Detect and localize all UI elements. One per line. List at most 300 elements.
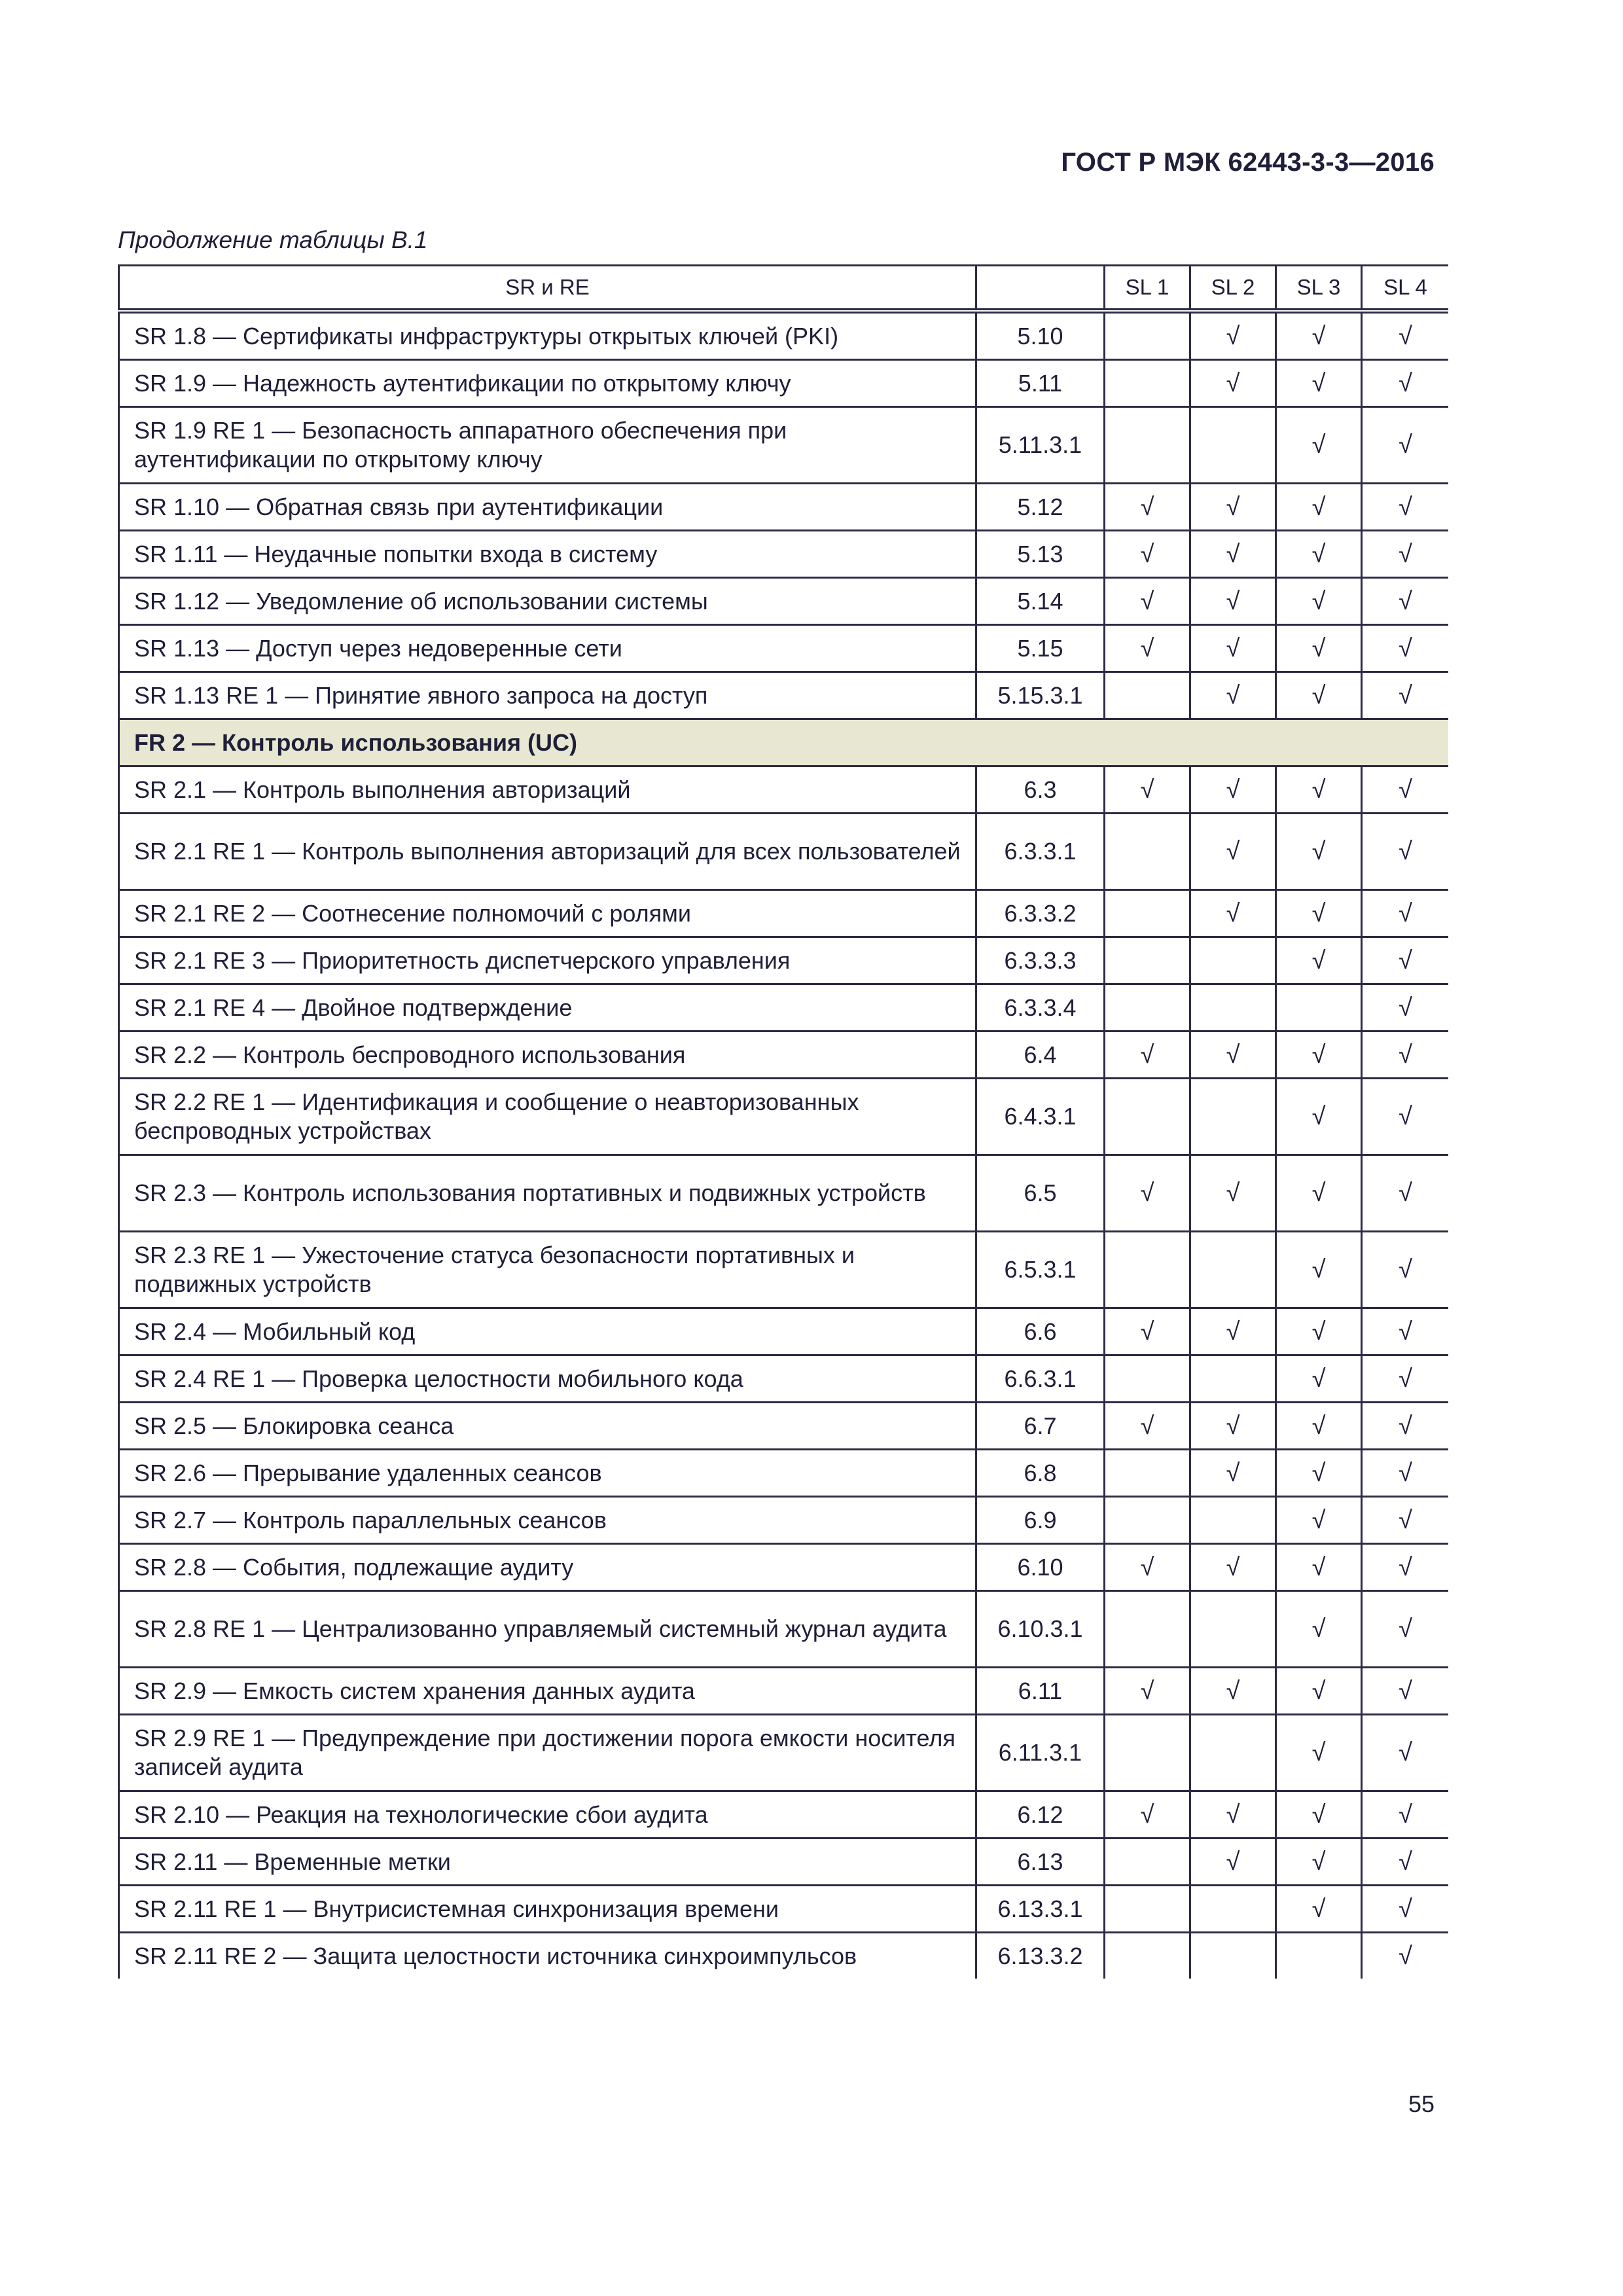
check-mark: √ <box>1311 1801 1326 1829</box>
section-number: 6.5.3.1 <box>976 1232 1105 1308</box>
sl2-cell <box>1190 311 1276 360</box>
table-row <box>119 360 1449 407</box>
sl3-cell <box>1276 672 1362 719</box>
sl3-cell <box>1276 531 1362 578</box>
sl2-cell <box>1190 484 1276 531</box>
check-mark: √ <box>1226 493 1240 521</box>
sl4-cell <box>1362 1031 1449 1079</box>
check-mark: √ <box>1226 1801 1240 1829</box>
sl1-cell <box>1105 1591 1190 1668</box>
sl4-cell <box>1362 1355 1449 1403</box>
check-mark: √ <box>1311 1365 1326 1393</box>
table-row <box>119 1544 1449 1591</box>
sl1-cell <box>1105 1544 1190 1591</box>
requirement-name: SR 2.8 — События, подлежащие аудиту <box>119 1544 976 1591</box>
sl1-cell <box>1105 766 1190 814</box>
check-mark: √ <box>1311 946 1326 975</box>
section-number: 6.5 <box>976 1155 1105 1232</box>
section-number: 6.7 <box>976 1403 1105 1450</box>
section-number: 6.3 <box>976 766 1105 814</box>
check-mark: √ <box>1399 1412 1412 1440</box>
table-row <box>119 1668 1449 1715</box>
section-number: 6.10 <box>976 1544 1105 1591</box>
sl3-cell <box>1276 1450 1362 1497</box>
sl1-cell <box>1105 531 1190 578</box>
requirement-name: SR 2.9 — Емкость систем хранения данных аудита <box>119 1668 976 1715</box>
requirement-name: SR 2.6 — Прерывание удаленных сеансов <box>119 1450 976 1497</box>
sl2-cell <box>1190 937 1276 984</box>
sl2-cell <box>1190 1791 1276 1839</box>
sl2-cell <box>1190 1155 1276 1232</box>
requirement-name: SR 1.9 RE 1 — Безопасность аппаратного обеспечения при аутентификации по открытому ключу <box>119 407 976 484</box>
sl1-cell <box>1105 1031 1190 1079</box>
section-number: 5.13 <box>976 531 1105 578</box>
sl4-cell <box>1362 1450 1449 1497</box>
sl2-cell <box>1190 1886 1276 1933</box>
check-mark: √ <box>1226 838 1240 865</box>
sl3-cell <box>1276 1031 1362 1079</box>
section-number: 6.11 <box>976 1668 1105 1715</box>
table-body <box>119 311 1449 1979</box>
check-mark: √ <box>1226 1459 1240 1487</box>
column-header-sl4: SL 4 <box>1362 266 1449 312</box>
check-mark: √ <box>1226 1412 1240 1440</box>
requirement-name: SR 2.1 RE 4 — Двойное подтверждение <box>119 984 976 1031</box>
sl1-cell <box>1105 1933 1190 1979</box>
check-mark: √ <box>1399 681 1412 709</box>
column-header-sl2: SL 2 <box>1190 266 1276 312</box>
requirement-name: SR 1.8 — Сертификаты инфраструктуры открытых ключей (PKI) <box>119 311 976 360</box>
check-mark: √ <box>1399 1801 1412 1829</box>
table-row <box>119 1791 1449 1839</box>
sl4-cell <box>1362 1591 1449 1668</box>
section-number: 6.13.3.1 <box>976 1886 1105 1933</box>
check-mark: √ <box>1311 776 1326 804</box>
section-number: 6.6.3.1 <box>976 1355 1105 1403</box>
check-mark: √ <box>1311 493 1326 521</box>
section-number: 6.11.3.1 <box>976 1715 1105 1791</box>
sl3-cell <box>1276 766 1362 814</box>
table-row <box>119 578 1449 625</box>
sl1-cell <box>1105 484 1190 531</box>
requirement-name: SR 2.1 RE 1 — Контроль выполнения авторизаций для всех пользователей <box>119 814 976 890</box>
check-mark: √ <box>1311 322 1326 350</box>
sl1-cell <box>1105 1403 1190 1450</box>
table-row <box>119 311 1449 360</box>
requirement-name: SR 1.13 — Доступ через недоверенные сети <box>119 625 976 672</box>
sl4-cell <box>1362 578 1449 625</box>
sl2-cell <box>1190 1591 1276 1668</box>
check-mark: √ <box>1226 634 1240 662</box>
functional-requirement-title: FR 2 — Контроль использования (UC) <box>119 719 1449 766</box>
check-mark: √ <box>1399 1677 1412 1705</box>
sl4-cell <box>1362 1308 1449 1355</box>
requirement-name: SR 2.1 RE 3 — Приоритетность диспетчерского управления <box>119 937 976 984</box>
check-mark: √ <box>1311 899 1326 927</box>
check-mark: √ <box>1311 1179 1326 1207</box>
sl1-cell <box>1105 1155 1190 1232</box>
sl2-cell <box>1190 1355 1276 1403</box>
sl1-cell <box>1105 1079 1190 1155</box>
sl1-cell <box>1105 1308 1190 1355</box>
sl4-cell <box>1362 984 1449 1031</box>
check-mark: √ <box>1399 838 1412 865</box>
section-number: 6.4 <box>976 1031 1105 1079</box>
sl3-cell <box>1276 625 1362 672</box>
sl4-cell <box>1362 625 1449 672</box>
column-header-sl1: SL 1 <box>1105 266 1190 312</box>
requirement-name: SR 1.11 — Неудачные попытки входа в систему <box>119 531 976 578</box>
sl2-cell <box>1190 984 1276 1031</box>
sl2-cell <box>1190 890 1276 937</box>
check-mark: √ <box>1399 1459 1412 1487</box>
sl4-cell <box>1362 814 1449 890</box>
sl4-cell <box>1362 1791 1449 1839</box>
sl3-cell <box>1276 407 1362 484</box>
check-mark: √ <box>1226 540 1240 568</box>
requirement-name: SR 1.9 — Надежность аутентификации по открытому ключу <box>119 360 976 407</box>
check-mark: √ <box>1226 1848 1240 1876</box>
sl4-cell <box>1362 484 1449 531</box>
check-mark: √ <box>1311 1848 1326 1876</box>
requirement-name: SR 2.11 RE 1 — Внутрисистемная синхронизация времени <box>119 1886 976 1933</box>
column-header-sl3: SL 3 <box>1276 266 1362 312</box>
table-row <box>119 625 1449 672</box>
sl4-cell <box>1362 1839 1449 1886</box>
check-mark: √ <box>1311 1103 1326 1130</box>
table-row <box>119 1155 1449 1232</box>
sl1-cell <box>1105 1450 1190 1497</box>
check-mark: √ <box>1311 1041 1326 1069</box>
sl2-cell <box>1190 1544 1276 1591</box>
sl3-cell <box>1276 1933 1362 1979</box>
check-mark: √ <box>1399 1318 1412 1346</box>
table-row <box>119 1839 1449 1886</box>
sl2-cell <box>1190 1232 1276 1308</box>
sl3-cell <box>1276 1308 1362 1355</box>
check-mark: √ <box>1311 1412 1326 1440</box>
sl1-cell <box>1105 1232 1190 1308</box>
sl4-cell <box>1362 890 1449 937</box>
section-number: 6.9 <box>976 1497 1105 1544</box>
check-mark: √ <box>1311 1553 1326 1581</box>
table-row <box>119 1232 1449 1308</box>
check-mark: √ <box>1140 634 1154 662</box>
sl2-cell <box>1190 1403 1276 1450</box>
check-mark: √ <box>1140 1677 1154 1705</box>
check-mark: √ <box>1399 634 1412 662</box>
section-number: 6.13 <box>976 1839 1105 1886</box>
sl4-cell <box>1362 531 1449 578</box>
check-mark: √ <box>1226 1318 1240 1346</box>
check-mark: √ <box>1399 493 1412 521</box>
section-number: 5.10 <box>976 311 1105 360</box>
sl1-cell <box>1105 672 1190 719</box>
sl4-cell <box>1362 672 1449 719</box>
table-caption: Продолжение таблицы В.1 <box>118 226 428 253</box>
check-mark: √ <box>1399 994 1412 1022</box>
requirement-name: SR 2.2 — Контроль беспроводного использования <box>119 1031 976 1079</box>
check-mark: √ <box>1399 899 1412 927</box>
sl2-cell <box>1190 1450 1276 1497</box>
requirement-name: SR 1.12 — Уведомление об использовании системы <box>119 578 976 625</box>
check-mark: √ <box>1311 1615 1326 1643</box>
check-mark: √ <box>1226 1179 1240 1207</box>
check-mark: √ <box>1399 946 1412 975</box>
section-number: 6.3.3.3 <box>976 937 1105 984</box>
table-row <box>119 1715 1449 1791</box>
table-row <box>119 984 1449 1031</box>
sl1-cell <box>1105 578 1190 625</box>
sl3-cell <box>1276 484 1362 531</box>
requirement-name: SR 2.3 — Контроль использования портативных и подвижных устройств <box>119 1155 976 1232</box>
table-row <box>119 1031 1449 1079</box>
section-number: 6.3.3.1 <box>976 814 1105 890</box>
sl4-cell <box>1362 1933 1449 1979</box>
check-mark: √ <box>1399 322 1412 350</box>
check-mark: √ <box>1399 1365 1412 1393</box>
check-mark: √ <box>1311 634 1326 662</box>
sl4-cell <box>1362 1155 1449 1232</box>
sl3-cell <box>1276 1497 1362 1544</box>
sl3-cell <box>1276 814 1362 890</box>
sl1-cell <box>1105 1668 1190 1715</box>
requirement-name: SR 2.8 RE 1 — Централизованно управляемый системный журнал аудита <box>119 1591 976 1668</box>
check-mark: √ <box>1140 540 1154 568</box>
requirement-name: SR 1.10 — Обратная связь при аутентификации <box>119 484 976 531</box>
sl4-cell <box>1362 311 1449 360</box>
check-mark: √ <box>1140 1801 1154 1829</box>
sl2-cell <box>1190 1031 1276 1079</box>
check-mark: √ <box>1311 1506 1326 1534</box>
sl3-cell <box>1276 1355 1362 1403</box>
page-number: 55 <box>1408 2090 1435 2117</box>
sl3-cell <box>1276 890 1362 937</box>
table-row <box>119 814 1449 890</box>
sl1-cell <box>1105 1355 1190 1403</box>
check-mark: √ <box>1311 1739 1326 1767</box>
sl3-cell <box>1276 1839 1362 1886</box>
check-mark: √ <box>1226 369 1240 397</box>
check-mark: √ <box>1399 1942 1412 1970</box>
sl3-cell <box>1276 1079 1362 1155</box>
section-number: 6.13.3.2 <box>976 1933 1105 1979</box>
sl3-cell <box>1276 311 1362 360</box>
table-header-row <box>119 266 1449 312</box>
sl4-cell <box>1362 1886 1449 1933</box>
table-row <box>119 1308 1449 1355</box>
section-number: 5.14 <box>976 578 1105 625</box>
sl2-cell <box>1190 1933 1276 1979</box>
check-mark: √ <box>1140 587 1154 615</box>
check-mark: √ <box>1140 493 1154 521</box>
sl3-cell <box>1276 937 1362 984</box>
sl1-cell <box>1105 890 1190 937</box>
check-mark: √ <box>1226 776 1240 804</box>
check-mark: √ <box>1226 681 1240 709</box>
requirements-table-container <box>118 264 1448 2058</box>
check-mark: √ <box>1311 1256 1326 1283</box>
section-number: 5.11 <box>976 360 1105 407</box>
sl3-cell <box>1276 1155 1362 1232</box>
sl4-cell <box>1362 1715 1449 1791</box>
sl3-cell <box>1276 984 1362 1031</box>
check-mark: √ <box>1399 1256 1412 1283</box>
check-mark: √ <box>1226 1553 1240 1581</box>
sl3-cell <box>1276 360 1362 407</box>
sl1-cell <box>1105 1886 1190 1933</box>
check-mark: √ <box>1226 1677 1240 1705</box>
table-row <box>119 1497 1449 1544</box>
sl1-cell <box>1105 1791 1190 1839</box>
check-mark: √ <box>1311 431 1326 459</box>
requirement-name: SR 2.3 RE 1 — Ужесточение статуса безопасности портативных и подвижных устройств <box>119 1232 976 1308</box>
check-mark: √ <box>1399 1179 1412 1207</box>
section-number: 6.3.3.2 <box>976 890 1105 937</box>
table-row <box>119 766 1449 814</box>
sl2-cell <box>1190 814 1276 890</box>
sl3-cell <box>1276 1668 1362 1715</box>
table-row <box>119 1355 1449 1403</box>
section-number: 6.12 <box>976 1791 1105 1839</box>
check-mark: √ <box>1311 1895 1326 1923</box>
table-row <box>119 484 1449 531</box>
sl4-cell <box>1362 1232 1449 1308</box>
check-mark: √ <box>1226 1041 1240 1069</box>
check-mark: √ <box>1399 1553 1412 1581</box>
requirement-name: SR 2.11 — Временные метки <box>119 1839 976 1886</box>
table-row <box>119 890 1449 937</box>
table-row <box>119 672 1449 719</box>
sl4-cell <box>1362 1497 1449 1544</box>
sl2-cell <box>1190 1839 1276 1886</box>
sl3-cell <box>1276 1591 1362 1668</box>
check-mark: √ <box>1399 1848 1412 1876</box>
check-mark: √ <box>1226 899 1240 927</box>
sl3-cell <box>1276 1544 1362 1591</box>
sl1-cell <box>1105 1839 1190 1886</box>
check-mark: √ <box>1399 1103 1412 1130</box>
table-row <box>119 937 1449 984</box>
sl4-cell <box>1362 407 1449 484</box>
sl4-cell <box>1362 937 1449 984</box>
requirement-name: SR 2.10 — Реакция на технологические сбои аудита <box>119 1791 976 1839</box>
sl1-cell <box>1105 407 1190 484</box>
sl2-cell <box>1190 766 1276 814</box>
table-row <box>119 1886 1449 1933</box>
sl1-cell <box>1105 1497 1190 1544</box>
section-number: 6.10.3.1 <box>976 1591 1105 1668</box>
section-number: 5.12 <box>976 484 1105 531</box>
check-mark: √ <box>1311 681 1326 709</box>
sl1-cell <box>1105 311 1190 360</box>
check-mark: √ <box>1311 838 1326 865</box>
column-header-sr-re: SR и RE <box>119 266 976 312</box>
check-mark: √ <box>1399 431 1412 459</box>
check-mark: √ <box>1140 1179 1154 1207</box>
requirement-name: SR 2.4 RE 1 — Проверка целостности мобильного кода <box>119 1355 976 1403</box>
check-mark: √ <box>1399 1506 1412 1534</box>
check-mark: √ <box>1226 322 1240 350</box>
sl3-cell <box>1276 1715 1362 1791</box>
requirement-name: SR 2.5 — Блокировка сеанса <box>119 1403 976 1450</box>
table-row <box>119 1933 1449 1979</box>
check-mark: √ <box>1399 1895 1412 1923</box>
sl1-cell <box>1105 984 1190 1031</box>
check-mark: √ <box>1311 1459 1326 1487</box>
requirement-name: SR 1.13 RE 1 — Принятие явного запроса на доступ <box>119 672 976 719</box>
sl4-cell <box>1362 360 1449 407</box>
check-mark: √ <box>1399 776 1412 804</box>
requirement-name: SR 2.7 — Контроль параллельных сеансов <box>119 1497 976 1544</box>
check-mark: √ <box>1140 1041 1154 1069</box>
sl2-cell <box>1190 625 1276 672</box>
sl1-cell <box>1105 360 1190 407</box>
table-row <box>119 1591 1449 1668</box>
check-mark: √ <box>1399 1041 1412 1069</box>
sl3-cell <box>1276 578 1362 625</box>
table-row <box>119 531 1449 578</box>
functional-requirement-row <box>119 719 1449 766</box>
requirements-table <box>118 264 1448 1979</box>
section-number: 5.15 <box>976 625 1105 672</box>
check-mark: √ <box>1311 1677 1326 1705</box>
requirement-name: SR 2.2 RE 1 — Идентификация и сообщение о неавторизованных беспроводных устройствах <box>119 1079 976 1155</box>
check-mark: √ <box>1399 369 1412 397</box>
sl2-cell <box>1190 1715 1276 1791</box>
check-mark: √ <box>1399 1615 1412 1643</box>
sl4-cell <box>1362 766 1449 814</box>
sl4-cell <box>1362 1403 1449 1450</box>
requirement-name: SR 2.4 — Мобильный код <box>119 1308 976 1355</box>
sl2-cell <box>1190 1079 1276 1155</box>
sl3-cell <box>1276 1791 1362 1839</box>
sl4-cell <box>1362 1079 1449 1155</box>
check-mark: √ <box>1140 1318 1154 1346</box>
table-row <box>119 407 1449 484</box>
sl2-cell <box>1190 1668 1276 1715</box>
check-mark: √ <box>1311 369 1326 397</box>
table-row <box>119 1079 1449 1155</box>
section-number: 6.3.3.4 <box>976 984 1105 1031</box>
sl3-cell <box>1276 1886 1362 1933</box>
sl4-cell <box>1362 1668 1449 1715</box>
sl2-cell <box>1190 672 1276 719</box>
section-number: 6.6 <box>976 1308 1105 1355</box>
sl2-cell <box>1190 1497 1276 1544</box>
check-mark: √ <box>1226 587 1240 615</box>
check-mark: √ <box>1399 1739 1412 1767</box>
check-mark: √ <box>1399 587 1412 615</box>
table-row <box>119 1450 1449 1497</box>
sl2-cell <box>1190 407 1276 484</box>
sl2-cell <box>1190 578 1276 625</box>
sl1-cell <box>1105 814 1190 890</box>
check-mark: √ <box>1311 540 1326 568</box>
requirement-name: SR 2.1 RE 2 — Соотнесение полномочий с ролями <box>119 890 976 937</box>
section-number: 6.4.3.1 <box>976 1079 1105 1155</box>
check-mark: √ <box>1140 1553 1154 1581</box>
sl1-cell <box>1105 1715 1190 1791</box>
requirement-name: SR 2.1 — Контроль выполнения авторизаций <box>119 766 976 814</box>
check-mark: √ <box>1311 587 1326 615</box>
sl2-cell <box>1190 531 1276 578</box>
sl3-cell <box>1276 1403 1362 1450</box>
section-number: 5.11.3.1 <box>976 407 1105 484</box>
check-mark: √ <box>1399 540 1412 568</box>
sl4-cell <box>1362 1544 1449 1591</box>
sl2-cell <box>1190 360 1276 407</box>
